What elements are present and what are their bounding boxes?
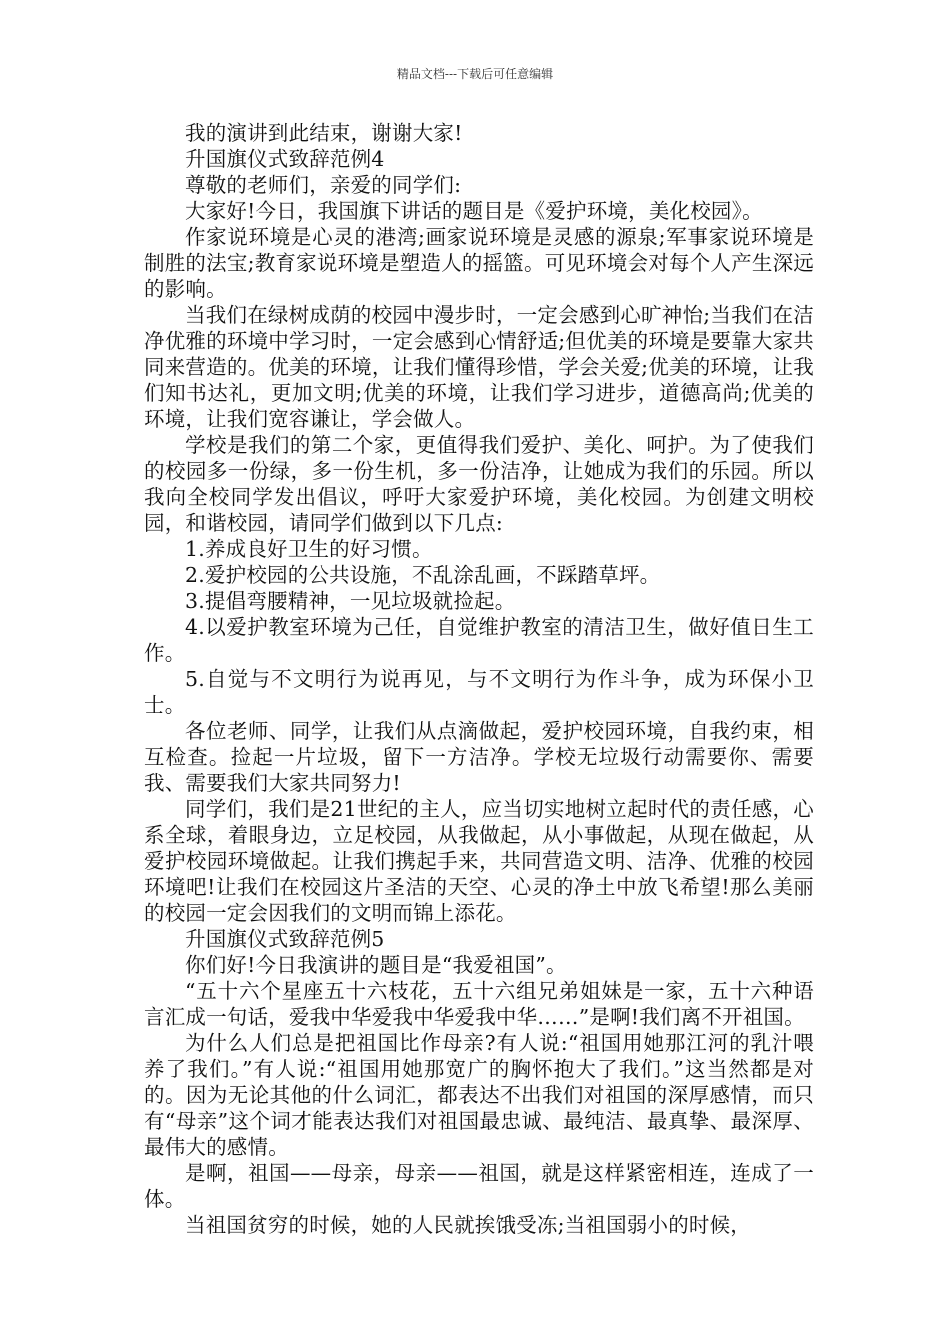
paragraph: 是啊，祖国——母亲，母亲——祖国，就是这样紧密相连，连成了一体。 <box>144 1161 814 1211</box>
section-title-4: 升国旗仪式致辞范例4 <box>185 147 385 171</box>
paragraph: 学校是我们的第二个家，更值得我们爱护、美化、呵护。为了使我们的校园多一份绿，多一份生机，多一份洁净，让她成为我们的乐园。所以我向全校同学发出倡议，呼吁大家爱护环境，美化校园。为创建文明校园，和谐校园，请同学们做到以下几点: <box>144 433 814 535</box>
paragraph: 为什么人们总是把祖国比作母亲?有人说:“祖国用她那江河的乳汁喂养了我们。”有人说:“祖国用她那宽广的胸怀抱大了我们。”这当然都是对的。因为无论其他的什么词汇，都表达不出我们对祖国的深厚感情，而只有“母亲”这个词才能表达我们对祖国最忠诚、最纯洁、最真挚、最深厚、最伟大的感情。 <box>144 1031 814 1159</box>
list-item: 3.提倡弯腰精神，一见垃圾就捡起。 <box>185 589 516 613</box>
list-item: 4.以爱护教室环境为己任，自觉维护教室的清洁卫生，做好值日生工作。 <box>144 615 814 665</box>
document-body <box>144 120 814 1238</box>
paragraph-greeting: 你们好!今日我演讲的题目是“我爱祖国”。 <box>185 953 567 977</box>
paragraph: 当祖国贫穷的时候，她的人民就挨饿受冻;当祖国弱小的时候， <box>185 1213 752 1237</box>
paragraph: “五十六个星座五十六枝花，五十六组兄弟姐妹是一家，五十六种语言汇成一句话，爱我中华爱我中华爱我中华……”是啊!我们离不开祖国。 <box>144 979 814 1029</box>
paragraph-greeting: 大家好!今日，我国旗下讲话的题目是《爱护环境，美化校园》。 <box>185 199 763 223</box>
list-item: 5.自觉与不文明行为说再见，与不文明行为作斗争，成为环保小卫士。 <box>144 667 814 717</box>
list-item: 1.养成良好卫生的好习惯。 <box>185 537 433 561</box>
page-header: 精品文档---下载后可任意编辑 <box>396 67 554 81</box>
salutation: 尊敬的老师们，亲爱的同学们: <box>185 173 462 197</box>
paragraph: 各位老师、同学，让我们从点滴做起，爱护校园环境，自我约束，相互检查。捡起一片垃圾，留下一方洁净。学校无垃圾行动需要你、需要我、需要我们大家共同努力! <box>144 719 814 795</box>
paragraph: 作家说环境是心灵的港湾;画家说环境是灵感的源泉;军事家说环境是制胜的法宝;教育家说环境是塑造人的摇篮。可见环境会对每个人产生深远的影响。 <box>144 225 814 301</box>
paragraph: 同学们，我们是21世纪的主人，应当切实地树立起时代的责任感，心系全球，着眼身边，立足校园，从我做起，从小事做起，从现在做起，从爱护校园环境做起。让我们携起手来，共同营造文明、洁净、优雅的校园环境吧!让我们在校园这片圣洁的天空、心灵的净土中放飞希望!那么美丽的校园一定会因我们的文明而锦上添花。 <box>144 797 814 925</box>
section-title-5: 升国旗仪式致辞范例5 <box>185 927 385 951</box>
paragraph: 当我们在绿树成荫的校园中漫步时，一定会感到心旷神怡;当我们在洁净优雅的环境中学习时，一定会感到心情舒适;但优美的环境是要靠大家共同来营造的。优美的环境，让我们懂得珍惜，学会关爱;优美的环境，让我们知书达礼，更加文明;优美的环境，让我们学习进步，道德高尚;优美的环境，让我们宽容谦让，学会做人。 <box>144 303 814 431</box>
paragraph-closing: 我的演讲到此结束，谢谢大家! <box>185 121 463 145</box>
list-item: 2.爱护校园的公共设施，不乱涂乱画，不踩踏草坪。 <box>185 563 661 587</box>
